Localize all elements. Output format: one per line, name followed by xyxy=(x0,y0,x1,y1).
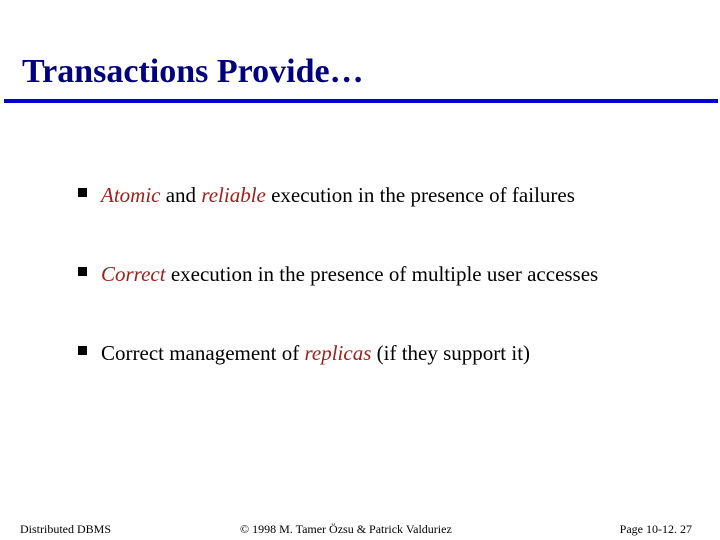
square-bullet-icon xyxy=(78,346,87,355)
square-bullet-icon xyxy=(78,188,87,197)
bullet-text-segment: execution in the presence of multiple user accesses xyxy=(165,262,599,286)
bullet-text xyxy=(101,339,621,367)
title-underline-rule xyxy=(4,99,718,103)
footer-page-number: Page 10-12. 27 xyxy=(619,522,692,536)
bullet-text-segment: (if they support it) xyxy=(371,341,531,365)
emphasis-replicas: replicas xyxy=(304,341,372,365)
square-bullet-icon xyxy=(78,267,87,276)
bullet-text-segment: execution in the presence of failures xyxy=(265,183,575,207)
footer-copyright: © 1998 M. Tamer Özsu & Patrick Valduriez xyxy=(240,522,452,536)
emphasis-atomic: Atomic xyxy=(101,183,161,207)
bullet-text xyxy=(101,260,621,288)
slide-title: Transactions Provide… xyxy=(22,53,364,90)
bullet-text xyxy=(101,181,621,209)
bullet-text-segment: and xyxy=(160,183,202,207)
bullet-text-segment: Correct management of xyxy=(101,341,305,365)
footer-course-label: Distributed DBMS xyxy=(20,522,112,536)
emphasis-reliable: reliable xyxy=(201,183,266,207)
emphasis-correct: Correct xyxy=(101,262,166,286)
